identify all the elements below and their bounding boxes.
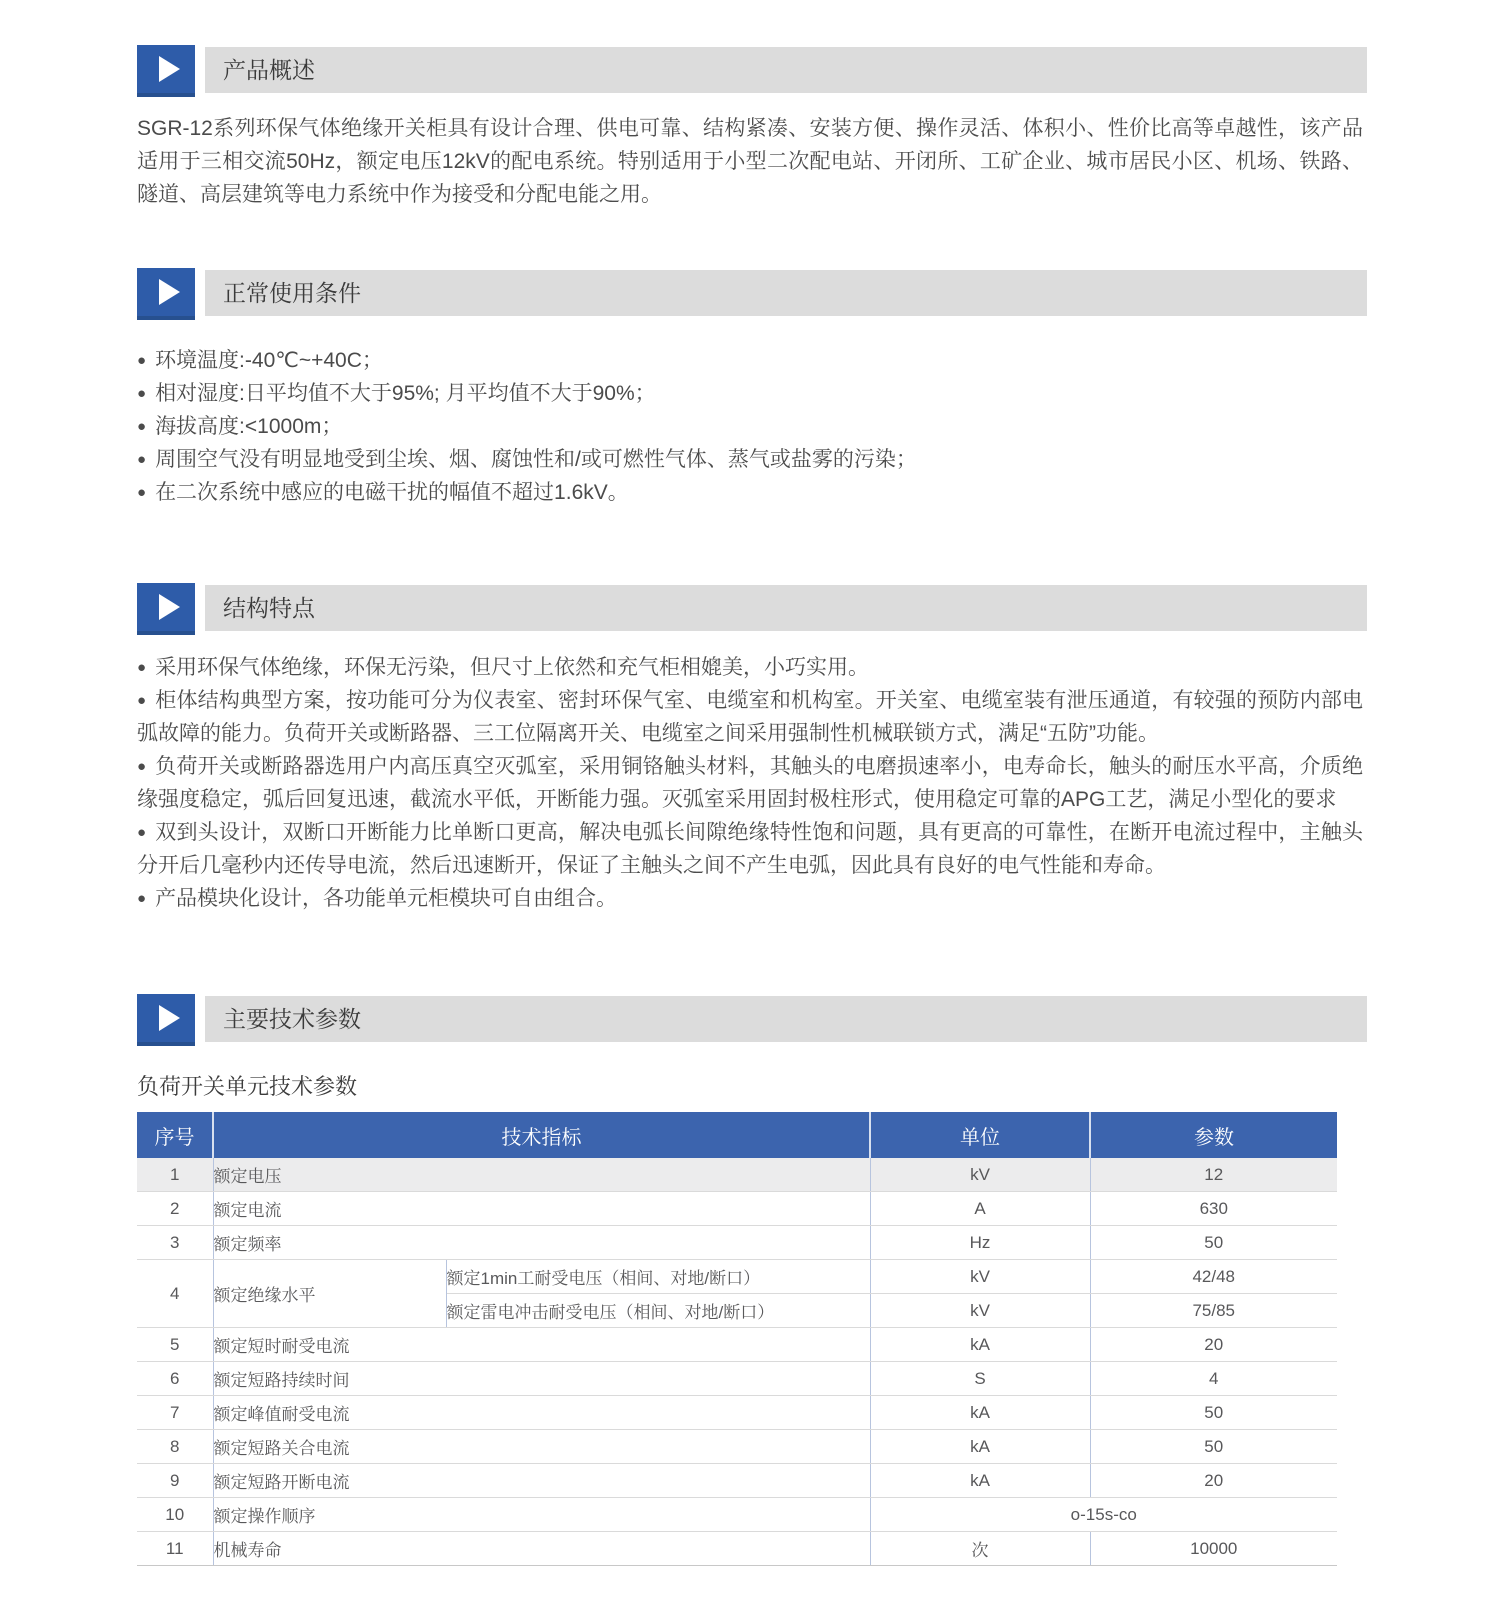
section-title: 结构特点 bbox=[223, 595, 315, 621]
list-item bbox=[137, 816, 1363, 882]
cell-unit: S bbox=[870, 1362, 1090, 1396]
cell-no: 1 bbox=[137, 1158, 213, 1192]
cell-value: 75/85 bbox=[1090, 1294, 1337, 1328]
cell-unit: kV bbox=[870, 1158, 1090, 1192]
table-row bbox=[137, 1226, 1337, 1260]
table-header-row bbox=[137, 1112, 1337, 1158]
cell-no: 5 bbox=[137, 1328, 213, 1362]
play-arrow-icon bbox=[137, 268, 195, 320]
cell-no: 10 bbox=[137, 1498, 213, 1532]
list-item bbox=[137, 684, 1363, 750]
list-item-text: 负荷开关或断路器选用户内高压真空灭弧室，采用铜铬触头材料，其触头的电磨损速率小，电寿命长，触头的耐压水平高，介质绝缘强度稳定，弧后回复迅速，截流水平低，开断能力强。灭弧室采用固封极柱形式，使用稳定可靠的APG工艺，满足小型化的要求 bbox=[137, 755, 1364, 811]
cell-no: 7 bbox=[137, 1396, 213, 1430]
cell-merged-value: o-15s-co bbox=[870, 1498, 1337, 1532]
list-item-text: 环境温度:-40℃~+40C； bbox=[155, 349, 383, 372]
cell-value: 50 bbox=[1090, 1430, 1337, 1464]
section-header-features bbox=[137, 583, 1367, 635]
cell-sub-indicator: 额定1min工耐受电压（相间、对地/断口） bbox=[446, 1260, 870, 1294]
list-item-text: 周围空气没有明显地受到尘埃、烟、腐蚀性和/或可燃性气体、蒸气或盐雾的污染； bbox=[155, 448, 917, 471]
table-row bbox=[137, 1396, 1337, 1430]
list-item bbox=[137, 410, 1363, 443]
section-title-bar bbox=[205, 47, 1367, 93]
cell-value: 42/48 bbox=[1090, 1260, 1337, 1294]
bullet-icon: ● bbox=[137, 692, 147, 709]
cell-no: 3 bbox=[137, 1226, 213, 1260]
bullet-icon: ● bbox=[137, 385, 147, 402]
cell-no: 2 bbox=[137, 1192, 213, 1226]
cell-value: 4 bbox=[1090, 1362, 1337, 1396]
table-row bbox=[137, 1430, 1337, 1464]
cell-indicator: 额定电压 bbox=[213, 1158, 870, 1192]
cell-unit: kA bbox=[870, 1430, 1090, 1464]
cell-unit: Hz bbox=[870, 1226, 1090, 1260]
bullet-icon: ● bbox=[137, 824, 147, 841]
list-item-text: 海拔高度:<1000m； bbox=[155, 415, 343, 438]
cell-indicator: 额定操作顺序 bbox=[213, 1498, 870, 1532]
cell-unit: kV bbox=[870, 1260, 1090, 1294]
table-subtitle: 负荷开关单元技术参数 bbox=[137, 1074, 358, 1099]
list-item bbox=[137, 476, 1363, 509]
cell-value: 20 bbox=[1090, 1464, 1337, 1498]
list-item bbox=[137, 750, 1363, 816]
cell-indicator: 额定电流 bbox=[213, 1192, 870, 1226]
cell-value: 630 bbox=[1090, 1192, 1337, 1226]
cell-indicator: 额定短路关合电流 bbox=[213, 1430, 870, 1464]
table-row bbox=[137, 1532, 1337, 1566]
play-arrow-icon bbox=[137, 45, 195, 97]
list-item bbox=[137, 344, 1363, 377]
list-item-text: 在二次系统中感应的电磁干扰的幅值不超过1.6kV。 bbox=[155, 481, 629, 504]
play-arrow-icon bbox=[137, 583, 195, 635]
bullet-icon: ● bbox=[137, 758, 147, 775]
section-header-parameters bbox=[137, 994, 1367, 1046]
triangle-glyph bbox=[159, 279, 180, 305]
cell-value: 50 bbox=[1090, 1226, 1337, 1260]
cell-indicator-group: 额定绝缘水平 bbox=[213, 1260, 446, 1328]
col-header-unit: 单位 bbox=[870, 1112, 1090, 1158]
section-title-bar bbox=[205, 585, 1367, 631]
table-row bbox=[137, 1498, 1337, 1532]
cell-indicator: 额定频率 bbox=[213, 1226, 870, 1260]
table-row bbox=[137, 1362, 1337, 1396]
cell-indicator: 机械寿命 bbox=[213, 1532, 870, 1566]
bullet-icon: ● bbox=[137, 451, 147, 468]
cell-no: 11 bbox=[137, 1532, 213, 1566]
list-item-text: 柜体结构典型方案，按功能可分为仪表室、密封环保气室、电缆室和机构室。开关室、电缆室装有泄压通道，有较强的预防内部电弧故障的能力。负荷开关或断路器、三工位隔离开关、电缆室之间采用强制性机械联锁方式，满足“五防”功能。 bbox=[137, 689, 1364, 745]
table-row bbox=[137, 1192, 1337, 1226]
cell-unit: kV bbox=[870, 1294, 1090, 1328]
cell-no: 8 bbox=[137, 1430, 213, 1464]
bullet-icon: ● bbox=[137, 352, 147, 369]
list-item-text: 相对湿度:日平均值不大于95%; 月平均值不大于90%； bbox=[155, 382, 656, 405]
bullet-icon: ● bbox=[137, 484, 147, 501]
list-item-text: 采用环保气体绝缘，环保无污染，但尺寸上依然和充气柜相媲美，小巧实用。 bbox=[155, 656, 870, 679]
section-title-bar bbox=[205, 996, 1367, 1042]
list-item bbox=[137, 443, 1363, 476]
cell-value: 12 bbox=[1090, 1158, 1337, 1192]
cell-no: 4 bbox=[137, 1260, 213, 1328]
table-row bbox=[137, 1158, 1337, 1192]
list-item bbox=[137, 651, 1363, 684]
conditions-list bbox=[137, 344, 1363, 509]
col-header-no: 序号 bbox=[137, 1112, 213, 1158]
cell-no: 6 bbox=[137, 1362, 213, 1396]
section-header-overview bbox=[137, 45, 1367, 97]
cell-value: 10000 bbox=[1090, 1532, 1337, 1566]
triangle-glyph bbox=[159, 56, 180, 82]
cell-indicator: 额定短路开断电流 bbox=[213, 1464, 870, 1498]
bullet-icon: ● bbox=[137, 659, 147, 676]
col-header-indicator: 技术指标 bbox=[213, 1112, 870, 1158]
cell-indicator: 额定峰值耐受电流 bbox=[213, 1396, 870, 1430]
triangle-glyph bbox=[159, 594, 180, 620]
cell-unit: A bbox=[870, 1192, 1090, 1226]
cell-unit: kA bbox=[870, 1396, 1090, 1430]
list-item-text: 产品模块化设计，各功能单元柜模块可自由组合。 bbox=[155, 887, 618, 910]
cell-unit: kA bbox=[870, 1464, 1090, 1498]
overview-paragraph: SGR-12系列环保气体绝缘开关柜具有设计合理、供电可靠、结构紧凑、安装方便、操作灵活、体积小、性价比高等卓越性，该产品适用于三相交流50Hz，额定电压12kV的配电系统。特别适用于小型二次配电站、开闭所、工矿企业、城市居民小区、机场、铁路、隧道、高层建筑等电力系统中作为接受和分配电能之用。 bbox=[137, 117, 1363, 206]
section-title: 主要技术参数 bbox=[223, 1006, 361, 1032]
cell-value: 20 bbox=[1090, 1328, 1337, 1362]
col-header-value: 参数 bbox=[1090, 1112, 1337, 1158]
play-arrow-icon bbox=[137, 994, 195, 1046]
table-row bbox=[137, 1328, 1337, 1362]
section-title: 正常使用条件 bbox=[223, 280, 361, 306]
features-list bbox=[137, 651, 1363, 915]
cell-indicator: 额定短时耐受电流 bbox=[213, 1328, 870, 1362]
section-title-bar bbox=[205, 270, 1367, 316]
table-row bbox=[137, 1464, 1337, 1498]
cell-no: 9 bbox=[137, 1464, 213, 1498]
cell-unit: 次 bbox=[870, 1532, 1090, 1566]
cell-sub-indicator: 额定雷电冲击耐受电压（相间、对地/断口） bbox=[446, 1294, 870, 1328]
triangle-glyph bbox=[159, 1005, 180, 1031]
table-row bbox=[137, 1260, 1337, 1294]
list-item-text: 双到头设计，双断口开断能力比单断口更高，解决电弧长间隙绝缘特性饱和问题，具有更高的可靠性，在断开电流过程中，主触头分开后几毫秒内还传导电流，然后迅速断开，保证了主触头之间不产生电弧，因此具有良好的电气性能和寿命。 bbox=[137, 821, 1364, 877]
section-header-conditions bbox=[137, 268, 1367, 320]
list-item bbox=[137, 377, 1363, 410]
parameters-table bbox=[137, 1112, 1337, 1566]
list-item bbox=[137, 882, 1363, 915]
bullet-icon: ● bbox=[137, 418, 147, 435]
bullet-icon: ● bbox=[137, 890, 147, 907]
cell-unit: kA bbox=[870, 1328, 1090, 1362]
cell-value: 50 bbox=[1090, 1396, 1337, 1430]
section-title: 产品概述 bbox=[223, 57, 315, 83]
cell-indicator: 额定短路持续时间 bbox=[213, 1362, 870, 1396]
